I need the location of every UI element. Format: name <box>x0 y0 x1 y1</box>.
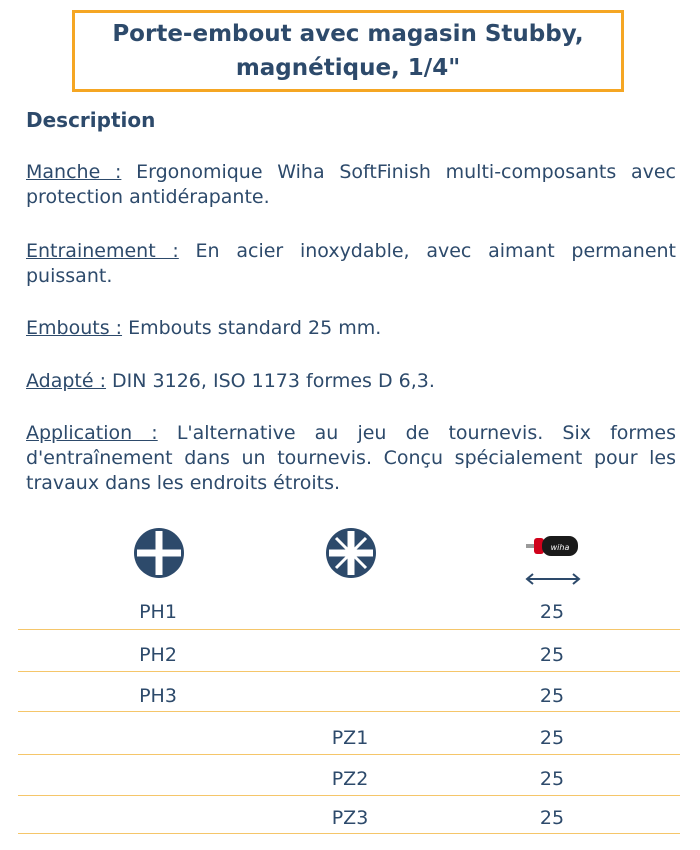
ph-cell: PH3 <box>139 685 177 707</box>
paragraph-adapte <box>26 369 676 394</box>
ph-cell: PH2 <box>139 644 177 666</box>
length-cell: 25 <box>539 644 565 666</box>
page-title <box>112 17 583 85</box>
paragraph-label: Entrainement : <box>26 240 179 262</box>
paragraph-text: Ergonomique Wiha SoftFinish multi-composants avec protection antidérapante. <box>26 161 676 208</box>
phillips-icon <box>133 527 185 579</box>
drive-type-icons <box>0 525 700 595</box>
length-cell: 25 <box>539 685 565 707</box>
length-cell: 25 <box>539 807 565 829</box>
table-row <box>18 712 680 755</box>
description-heading: Description <box>26 108 156 132</box>
paragraph-text: En acier inoxydable, avec aimant permanent puissant. <box>26 240 677 287</box>
paragraph-label: Adapté : <box>26 370 107 392</box>
length-cell: 25 <box>539 727 565 749</box>
pz-cell: PZ1 <box>331 727 369 749</box>
ph-cell: PH1 <box>139 601 177 623</box>
paragraph-label: Manche : <box>26 161 122 183</box>
paragraph-text: L'alternative au jeu de tournevis. Six formes d'entraînement dans un tournevis. Conçu spécialement pour les travaux dans les endroits étroits. <box>26 422 676 494</box>
paragraph-manche <box>26 160 676 210</box>
title-line-2: magnétique, 1/4" <box>235 55 461 81</box>
table-row <box>18 796 680 834</box>
title-line-1: Porte-embout avec magasin Stubby, <box>112 21 584 47</box>
paragraph-entrainement <box>26 239 676 289</box>
table-row <box>18 598 680 630</box>
paragraph-application <box>26 421 676 496</box>
paragraph-label: Application : <box>26 422 158 444</box>
length-cell: 25 <box>539 601 565 623</box>
paragraph-label: Embouts : <box>26 317 123 339</box>
pozidriv-icon <box>325 527 377 579</box>
paragraph-text: Embouts standard 25 mm. <box>122 317 382 339</box>
length-cell: 25 <box>539 768 565 790</box>
brand-label: wiha <box>550 543 570 552</box>
pz-cell: PZ3 <box>331 807 369 829</box>
table-row <box>18 630 680 672</box>
paragraph-text: DIN 3126, ISO 1173 formes D 6,3. <box>106 370 435 392</box>
paragraph-embouts <box>26 316 676 341</box>
title-box <box>72 10 624 92</box>
stubby-screwdriver-icon <box>520 525 586 589</box>
bit-table <box>18 598 680 834</box>
pz-cell: PZ2 <box>331 768 369 790</box>
table-row <box>18 672 680 712</box>
table-row <box>18 755 680 796</box>
